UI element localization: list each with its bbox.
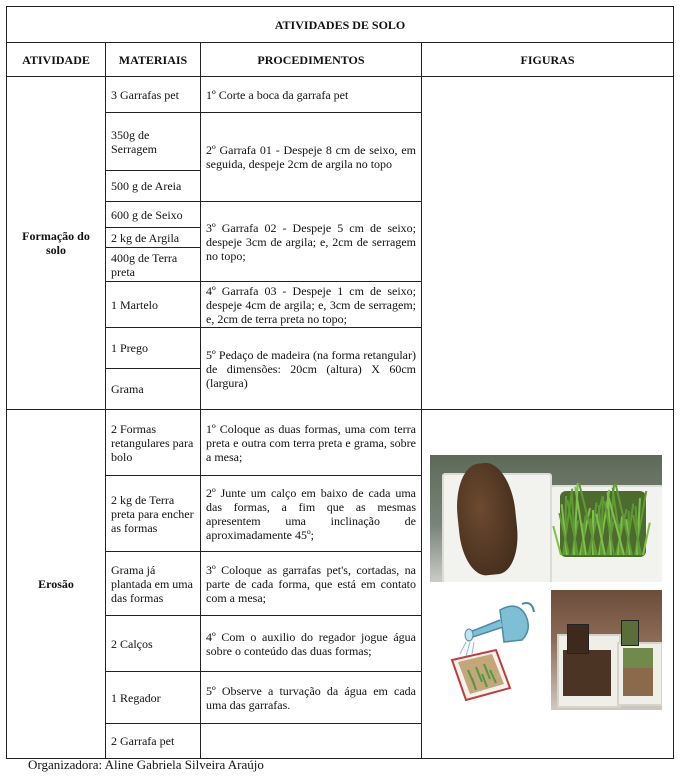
organizer-credit: Organizadora: Aline Gabriela Silveira Araújo: [28, 757, 264, 772]
procedure-item: 4º Garrafa 03 - Despeje 1 cm de seixo; despeje 4cm de argila; e, 3cm de serragem; e, 2cm de terra preta no topo;: [201, 282, 422, 328]
material-item: 400g de Terra preta: [106, 248, 201, 282]
material-item: 2 Garrafa pet: [106, 724, 201, 759]
header-atividade: ATIVIDADE: [7, 43, 106, 77]
material-item: 2 Calços: [106, 616, 201, 672]
material-item: Grama: [111, 382, 144, 396]
procedure-item: 3º Garrafa 02 - Despeje 5 cm de seixo; despeje 3cm de argila; e, 2cm de serragem no topo;: [201, 202, 422, 282]
material-item: 1 Martelo: [106, 282, 201, 328]
material-item: 350g de Serragem: [106, 113, 201, 171]
procedure-item: 5º Observe a turvação da água em cada uma das garrafas.: [201, 672, 422, 724]
procedure-empty: [201, 724, 422, 759]
material-item: 2 kg de Terra preta para encher as formas: [106, 476, 201, 552]
soil-activities-table: [6, 6, 674, 759]
material-item: 2 Formas retangulares para bolo: [106, 410, 201, 476]
procedure-item: 1º Corte a boca da garrafa pet: [201, 77, 422, 113]
header-figuras: FIGURAS: [422, 43, 674, 77]
procedure-item: 3º Coloque as garrafas pet's, cortadas, na parte de cada forma, que está em contato com a mesa;: [201, 552, 422, 616]
activity-erosao: Erosão: [7, 410, 106, 759]
material-item: 600 g de Seixo: [106, 202, 201, 228]
procedure-item: 4º Com o auxilio do regador jogue água sobre o conteúdo das duas formas;: [201, 616, 422, 672]
procedure-item: 1º Coloque as duas formas, uma com terra preta e outra com terra preta e grama, sobre a mesa;: [201, 410, 422, 476]
header-procedimentos: PROCEDIMENTOS: [201, 43, 422, 77]
table-title: ATIVIDADES DE SOLO: [7, 7, 674, 43]
activity-formacao: Formação do solo: [7, 77, 106, 410]
procedure-item: 2º Garrafa 01 - Despeje 8 cm de seixo, em seguida, despeje 2cm de argila no topo: [201, 113, 422, 202]
figure-cell-erosao: [422, 410, 674, 759]
planter-trays-photo: [430, 455, 662, 582]
material-item: 500 g de Areia: [106, 171, 201, 202]
material-item: 3 Garrafas pet: [106, 77, 201, 113]
figure-cell-formacao: [422, 77, 674, 410]
watering-can-illustration: [430, 590, 542, 710]
procedure-item: 5º Pedaço de madeira (na forma retangular) de dimensões: 20cm (altura) X 60cm (largura): [201, 328, 422, 410]
procedure-item: 2º Junte um calço em baixo de cada uma das formas, a fim que as mesmas apresentem uma inclinação de aproximadamente 45º;: [201, 476, 422, 552]
material-item: 1 Prego: [106, 328, 200, 369]
material-item: 2 kg de Argila: [106, 228, 201, 248]
material-item: Grama já plantada em uma das formas: [106, 552, 201, 616]
erosion-experiment-photo: [551, 590, 662, 710]
material-item: 1 Regador: [106, 672, 201, 724]
header-materiais: MATERIAIS: [106, 43, 201, 77]
